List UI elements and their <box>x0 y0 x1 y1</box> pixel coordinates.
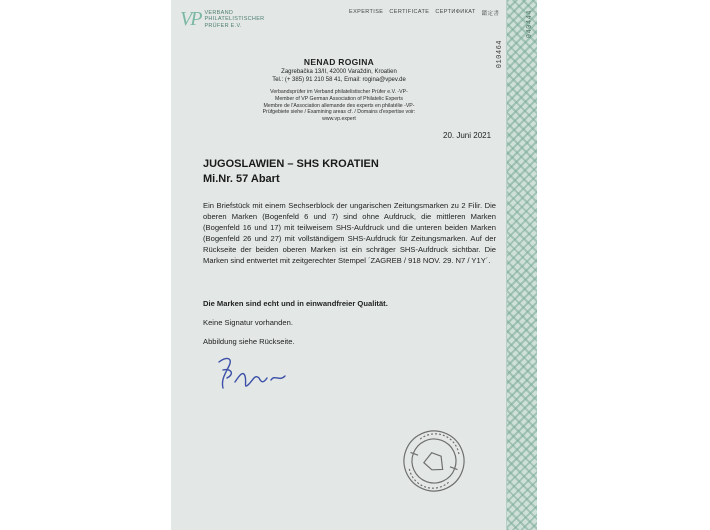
description-paragraph: Ein Briefstück mit einem Sechserblock der ungarischen Zeitungsmarken zu 2 Filir. Die oberen Marken (Bogenfeld 6 und 7) sind ohne Aufdruck, die mittleren Marken (Bogenfeld 16 und 17) mit teilweisem SHS-Aufdruck und die unteren beiden Marken (Bogenfeld 26 und 27) mit vollständigem SHS-Aufdruck für Zeitungsmarken. Auf der Rückseite der beiden oberen Marken ist ein schräger SHS-Aufdruck sichtbar. Die Marken sind entwertet mit zeitgerechter Stempel ´ZAGREB / 918 NOV. 29. N7 / Y1Y´. <box>203 201 496 265</box>
certificate-date: 20. Juni 2021 <box>443 131 492 140</box>
edge-serial-number: 040444 <box>526 10 534 39</box>
expert-contact: Tel.: (+ 385) 91 210 58 41, Email: rogina@vpev.de <box>272 77 406 83</box>
certificate-serial-number: 010464 <box>496 40 504 69</box>
expert-name: NENAD ROGINA <box>303 57 375 67</box>
reverse-note: Abbildung siehe Rückseite. <box>203 337 295 346</box>
membership-line: Verbandsprüfer im Verband philatelistischer Prüfer e.V. -VP- <box>270 89 408 95</box>
expert-rubber-stamp <box>399 426 469 496</box>
membership-line: Membre de l'Association allemande des experts en philatélie -VP- <box>263 102 415 109</box>
genuine-statement: Die Marken sind echt und in einwandfreier Qualität. <box>203 299 388 308</box>
certificate-page <box>171 0 537 530</box>
logo-text-line: PRÜFER E.V. <box>204 22 242 29</box>
title-catalog-number: Mi.Nr. 57 Abart <box>203 173 280 185</box>
membership-website: www.vp.expert <box>322 116 356 123</box>
logo-text-line: VERBAND <box>204 9 234 16</box>
document-type-header <box>349 9 499 17</box>
guilloche-border <box>507 0 537 530</box>
doc-type-label: CERTIFICATE <box>389 9 430 15</box>
title-country: JUGOSLAWIEN – SHS KROATIEN <box>203 158 379 170</box>
doc-type-label: СЕРТИФИКАТ <box>435 9 476 15</box>
certificate-title <box>203 157 379 187</box>
signature-note: Keine Signatur vorhanden. <box>203 318 293 327</box>
expert-address: Zagrebačka 13/II, 42000 Varaždin, Kroatien <box>281 69 397 75</box>
logo-text <box>204 10 264 30</box>
doc-type-label: EXPERTISE <box>349 9 384 15</box>
logo-text-line: PHILATELISTISCHER <box>204 16 265 23</box>
membership-line: Prüfgebiete siehe / Examining areas cf. / Domains d'expertise voir: <box>262 109 416 116</box>
logo-mark: VP <box>180 8 201 30</box>
expert-address-block <box>171 68 507 84</box>
doc-type-label: 鑑定書 <box>481 11 500 17</box>
handwritten-signature <box>213 352 293 397</box>
vp-logo <box>180 8 264 31</box>
membership-block <box>171 89 507 123</box>
membership-line: Member of VP German Association of Philatelic Experts <box>275 95 403 102</box>
